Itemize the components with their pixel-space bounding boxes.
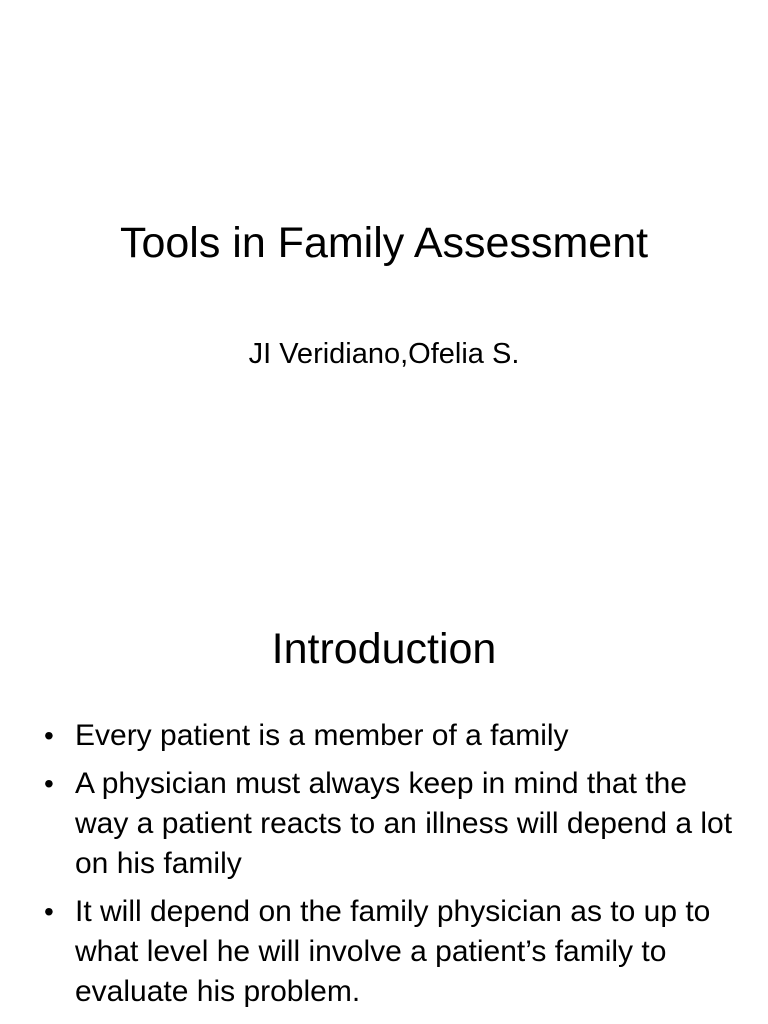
bullet-text: Every patient is a member of a family <box>75 719 569 752</box>
bullet-item <box>0 716 768 756</box>
bullet-item <box>0 764 768 884</box>
presentation-title: Tools in Family Assessment <box>119 219 649 267</box>
bullet-text: A physician must always keep in mind that the way a patient reacts to an illness will depend a lot on his family <box>75 767 733 880</box>
introduction-slide <box>0 560 768 1024</box>
bullet-icon: • <box>44 768 54 799</box>
bullet-item <box>0 892 768 1012</box>
bullet-icon: • <box>44 720 54 751</box>
bullet-list <box>0 716 768 1020</box>
author-subtitle: JI Veridiano,Ofelia S. <box>248 338 520 370</box>
bullet-text: It will depend on the family physician as to up to what level he will involve a patient’s family to evaluate his problem. <box>75 895 711 1008</box>
slide-title: Introduction <box>271 625 497 673</box>
bullet-icon: • <box>44 896 54 927</box>
